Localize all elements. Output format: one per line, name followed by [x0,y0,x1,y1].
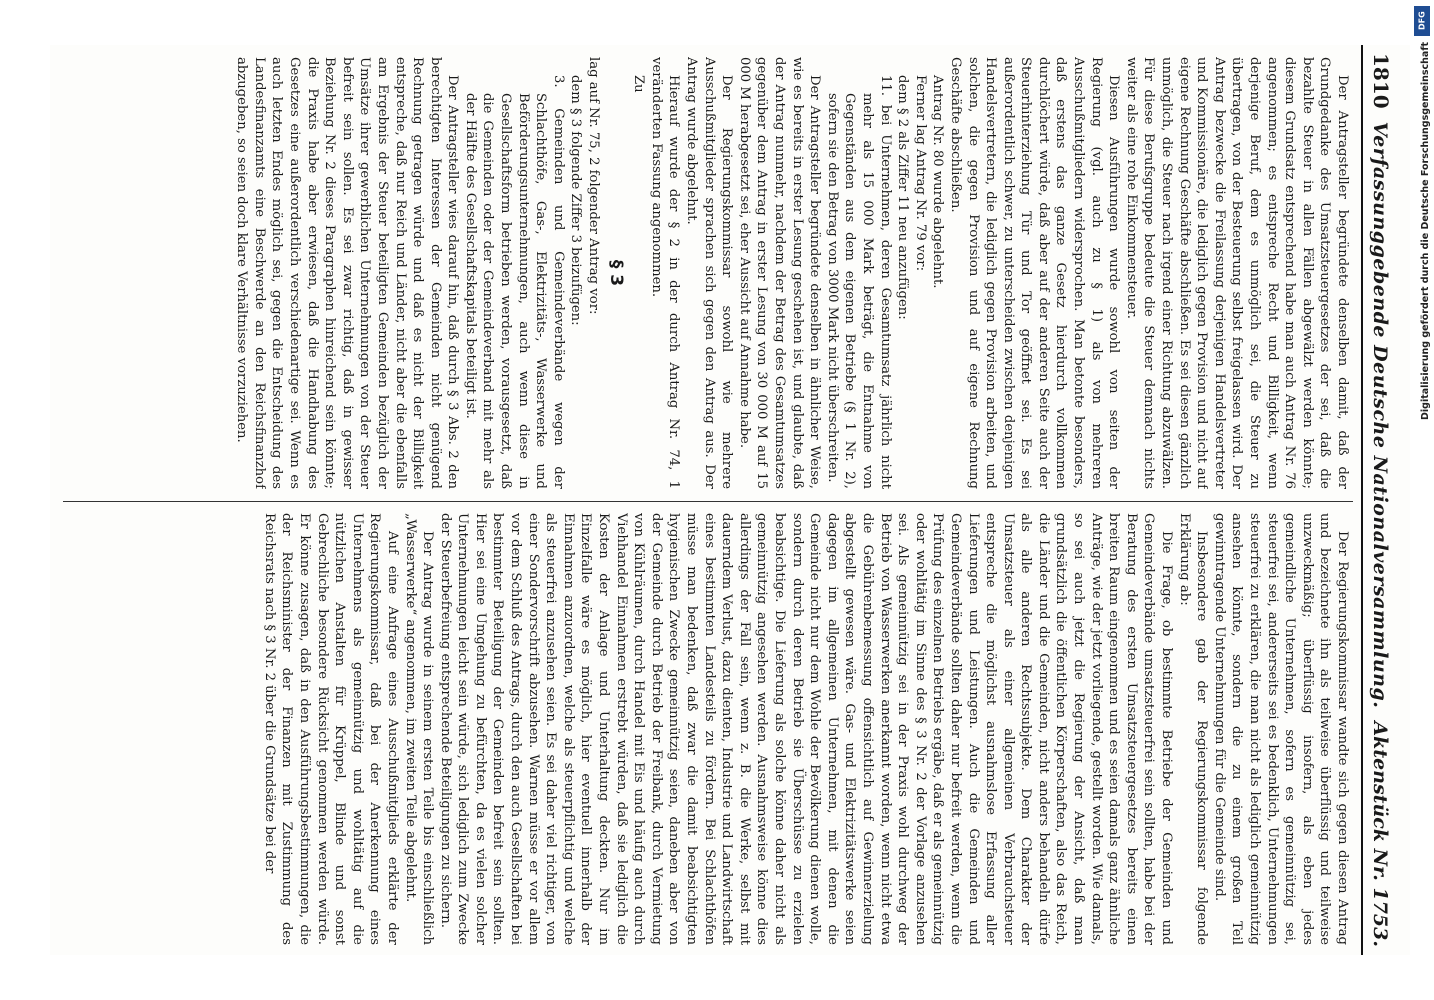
document-number: Aktenstück Nr. 1753. [1369,721,1391,947]
paragraph: Der Antrag wurde in seinem ersten Teile bis einschließlich „Wasserwerke“ angenommen, im zweiten Teile abgelehnt. [402,513,436,945]
page-title: Verfassunggebende Deutsche Nationalversammlung. [1369,121,1391,709]
paragraph: Der Antragsteller wies darauf hin, daß durch § 3 Abs. 2 den berechtigten Interessen der Gemeinden nicht genügend Rechnung getragen würde und daß es nicht der Billigkeit entspreche, daß nur Reich und Länder, nicht aber die ebenfalls am Ergebnis der Steuer beteiligten Gemeinden bezüglich der Umsätze ihrer gewerblichen Unternehmungen von der Steuer befreit sein sollen. Es sei zwar richtig, daß in gewisser Beziehung Nr. 2 dieses Paragraphen hinreichend sein könnte; die Praxis habe aber erwiesen, daß die Handhabung des Gesetzes eine außerordentlich verschiedenartige sei. Wenn es auch letzten Endes möglich sei, gegen die Entscheidung des Landesfinanzamts eine Beschwerde an den Reichsfinanzhof abzugeben, so seien doch klare Verhältnisse vorzuziehen. [234,57,461,489]
right-column [61,513,1351,945]
paragraph: Der Antragsteller begründete denselben damit, daß der Grundgedanke des Umsatzsteuergesetzes der sei, daß die bezahlte Steuer in allen Fällen abgewälzt werden könnte; diesem Grundsatz entsprechend habe man auch Antrag Nr. 76 angenommen; es entspreche Recht und Billigkeit, wenn derjenige Beruf, dem es unmöglich sei, die Steuer zu übertragen, von der Besteuerung selbst freigelassen wird. Der Antrag bezwecke die Freilassung derjenigen Handelsvertreter und Kommissionäre, die lediglich gegen Provision und nicht auf eigene Rechnung Geschäfte abschließen. Es sei diesen gänzlich unmöglich, die Steuer nach irgend einer Richtung abzuwälzen. Für diese Berufsgruppe bedeute die Steuer demnach nichts weiter als eine rohe Einkommensteuer. [1123,57,1350,489]
paragraph: Ferner lag Antrag Nr. 79 vor: [912,75,928,272]
digitization-sidebar [1410,0,1434,1000]
paragraph: Hierauf wurde der § 2 in der durch Antrag Nr. 74, 1 veränderten Fassung angenommen. [648,57,682,489]
column-divider [63,501,1353,502]
paragraph: Zu [631,75,647,93]
page-header [1361,45,1415,955]
digitization-credit: Digitalisierung gefördert durch die Deutsche Forschungsgemeinschaft [1420,42,1431,420]
paragraph: Der Regierungskommissar wandte sich gegen diesen Antrag und bezeichnete ihn als teilweise überflüssig und teilweise unzweckmäßig; überflüssig insofern, als eben jedes gemeindliche Unternehmen, sofern es gemeinnützig sei, steuerfrei sei, andererseits sei es bedenklich, Unternehmungen steuerfrei zu erklären, die man nicht als lediglich gemeinnützig ansehen könnte, sondern die zu einem großen Teil gewinntragende Unternehmungen für die Gemeinde sind. [1211,513,1350,945]
scanned-page [50,45,1415,955]
paragraph: Insbesondere gab der Regierungskommissar folgende Erklärung ab: [1176,513,1210,945]
paragraph: Auf eine Anfrage eines Ausschußmitglieds erklärte der Regierungskommissar, daß bei der Anerkennung eines Unternehmens als gemeinnützig und wohltätig auf die nützlichen Anstalten für Krüppel, Blinde und sonst Gebrechliche besondere Rücksicht genommen werden würde. Er könne zusagen, daß in den Ausführungsbestimmungen, die der Reichsminister der Finanzen mit Zustimmung des Reichsrats nach § 3 Nr. 2 über die Grundsätze bei der [261,513,400,945]
paragraph: Der Antragsteller begründete denselben in ähnlicher Weise, wie es bereits in erster Lesung geschehen ist, und glaubte, daß der Antrag nunmehr, nachdem der Betrag des Gesamtumsatzes gegenüber dem Antrag in erster Lesung von 30 000 M auf 15 000 M herabgesetzt sei, eher Aussicht auf Annahme habe. [736,57,823,489]
paragraph: Diesen Ausführungen wurde sowohl von seiten der Regierung (vgl. auch zu § 1) als von mehreren Ausschußmitgliedern widersprochen. Man betonte besonders, daß erstens das ganze Gesetz hierdurch vollkommen durchlöchert würde, daß aber auf der anderen Seite auch der Steuerhinterziehung Tür und Tor geöffnet sei. Es sei außerordentlich schwer, zu unterscheiden zwischen denjenigen Handelsvertretern, die lediglich gegen Provision arbeiten, und solchen, die gegen Provision und auf eigene Rechnung Geschäfte abschließen. [947,57,1122,489]
section-heading: § 3 [605,259,626,287]
paragraph: 11. bei Unternehmen, deren Gesamtumsatz jährlich nicht mehr als 15 000 Mark beträgt, die Entnahme von Gegenständen aus dem eigenen Betriebe (§ 1 Nr. 2), sofern sie den Betrag von 3000 Mark nicht überschreiten. [824,75,893,489]
paragraph: Die Frage, ob bestimmte Betriebe der Gemeinden und Gemeindeverbände umsatzsteuerfrei sein sollten, habe bei der Beratung des ersten Umsatzsteuergesetzes bereits einen breiten Raum eingenommen und es seien damals ganz ähnliche Anträge, wie der jetzt vorliegende, gestellt worden. Wie damals, so sei auch jetzt die Regierung der Ansicht, daß man grundsätzlich die öffentlichen Körperschaften, also das Reich, die Länder und die Gemeinden, nicht anders behandeln dürfe als alle anderen Rechtssubjekte. Dem Charakter der Umsatzsteuer als einer allgemeinen Verbrauchsteuer entspreche die möglichst ausnahmslose Erfassung aller Lieferungen und Leistungen. Auch die Gemeinden und Gemeindeverbände sollten daher nur befreit werden, wenn die Prüfung des einzelnen Betriebs ergäbe, daß er als gemeinnützig oder wohltätig im Sinne des § 3 Nr. 2 der Vorlage anzusehen sei. Als gemeinnützig sei in der Praxis wohl durchweg der Betrieb von Wasserwerken anerkannt worden, wenn nicht etwa die Gebührenbemessung offensichtlich auf Gewinnerzielung abgestellt gewesen wäre. Gas- und Elektrizitätswerke seien dagegen im allgemeinen Unternehmen, mit denen die Gemeinde nicht nur dem Wohle der Bevölkerung dienen wolle, sondern durch deren Betrieb sie Überschüsse zu erzielen beabsichtige. Die Lieferung als solche könne daher nicht als gemeinnützig angesehen werden. Ausnahmsweise könne dies allerdings der Fall sein, wenn z. B. die Werke, selbst mit dauerndem Verlust, dazu dienten, Industrie und Landwirtschaft eines bestimmten Landesteils zu fördern. Bei Schlachthöfen müsse man bedenken, daß zwar die damit beabsichtigten hygienischen Zwecke gemeinnützig seien, daneben aber von der Gemeinde durch Betrieb der Freibank, durch Vermietung von Kühlräumen, durch Handel mit Eis und häufig auch durch Viehhandel Einnahmen erstrebt würden, daß sie lediglich die Kosten der Anlage und Unterhaltung deckten. Nur im Einzelfalle wäre es möglich, hier eventuell innerhalb der Einnahmen anzuordnen, welche als steuerpflichtig und welche als steuerfrei anzusehen seien. Es sei daher viel richtiger, von einer Sondervorschrift abzusehen. Warnen müsse er vor allem vor dem Schluß des Antrags, durch den auch Gesellschaften bei bestimmter Beteiligung der Gemeinden befreit sein sollten. Hier sei eine Umgehung zu befürchten, da es vielen solcher Unternehmungen leicht sein würde, sich lediglich zum Zwecke der Steuerbefreiung entsprechende Beteiligungen zu sichern. [437,513,1175,945]
paragraph: lag auf Nr. 75, 2 folgender Antrag vor: [586,57,602,315]
paragraph: Antrag Nr. 80 wurde abgelehnt. [930,75,946,289]
paragraph: 3. Gemeinden und Gemeindeverbände wegen der Schlachthöfe, Gas-, Elektrizitäts-, Wasserwerke und Beförderungsunternehmungen, auch wenn diese in Gesellschaftsform betrieben werden, vorausgesetzt, daß die Gemeinden oder der Gemeindeverband mit mehr als der Hälfte des Gesellschaftskapitals beteiligt ist. [462,75,566,489]
paragraph: dem § 2 als Ziffer 11 neu anzufügen: [895,75,911,320]
dfg-logo: DFG [1414,6,1430,36]
paragraph: Der Regierungskommissar sowohl wie mehrere Ausschußmitglieder sprachen sich gegen den Antrag aus. Der Antrag wurde abgelehnt. [684,57,735,489]
paragraph: dem § 3 folgende Ziffer 3 beizufügen: [568,75,584,326]
left-column [61,57,1351,489]
page-number: 1810 [1369,53,1393,109]
